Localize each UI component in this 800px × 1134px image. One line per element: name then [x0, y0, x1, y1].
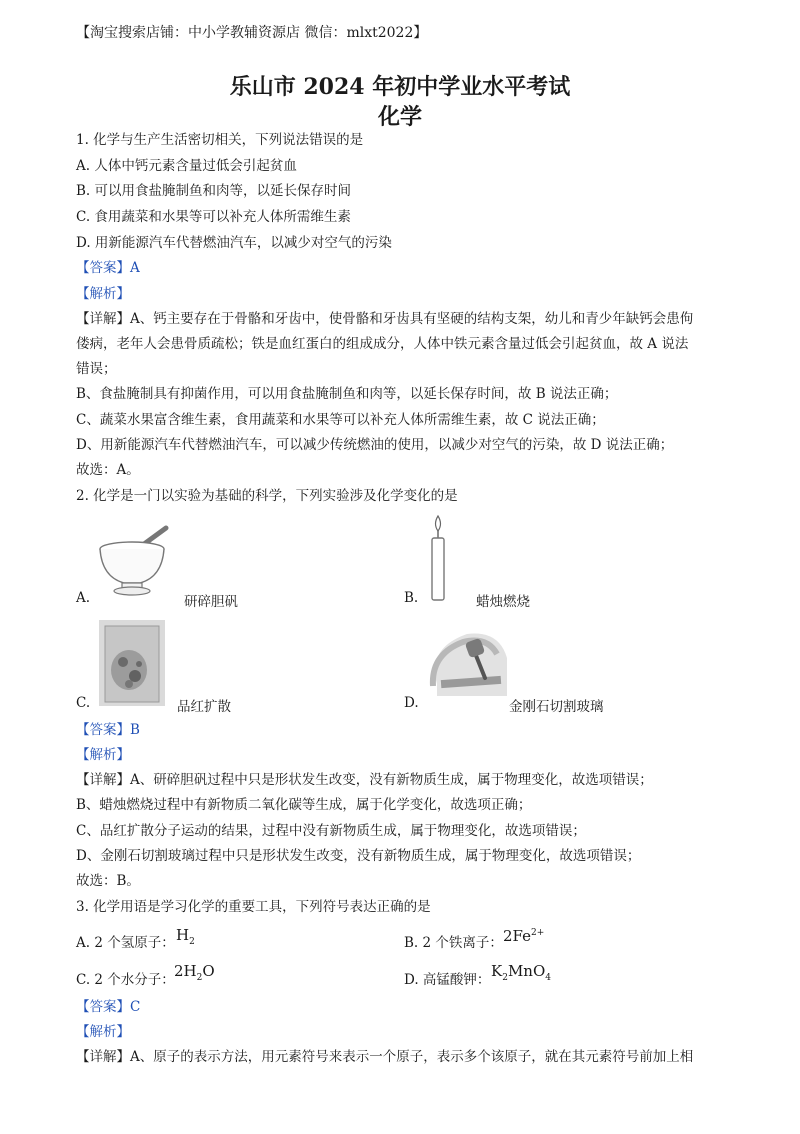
exam-title: 乐山市 2024 年初中学业水平考试	[229, 74, 571, 100]
q2-option-d-caption: 金刚石切割玻璃	[509, 699, 604, 715]
formula-main: 2H	[174, 962, 197, 980]
q1-choose: 故选：A。	[76, 462, 140, 478]
q2-option-a-caption: 研碎胆矾	[184, 594, 238, 610]
mortar-pestle-image	[96, 525, 172, 597]
q1-analysis: 【解析】	[76, 286, 130, 302]
q1-detail-line-3: 错误；	[76, 361, 117, 377]
q2-detail-a: 【详解】A、研碎胆矾过程中只是形状发生改变，没有新物质生成，属于物理变化，故选项错误；	[76, 772, 653, 788]
q3-option-d-text: D. 高锰酸钾：	[404, 972, 491, 988]
q3-stem: 3. 化学用语是学习化学的重要工具，下列符号表达正确的是	[76, 899, 431, 915]
q3-option-b	[404, 934, 503, 952]
q2-option-b-label: B.	[404, 590, 419, 606]
q1-option-b: B. 可以用食盐腌制鱼和肉等，以延长保存时间	[76, 183, 352, 199]
q3-option-a-text: A. 2 个氢原子：	[76, 935, 175, 951]
q3-option-d-formula	[491, 962, 551, 983]
formula-subscript: 2	[189, 937, 195, 947]
formula-subscript: 4	[545, 973, 552, 983]
q1-detail-c: C、蔬菜水果富含维生素，食用蔬菜和水果等可以补充人体所需维生素，故 C 说法正确；	[76, 412, 605, 428]
q3-option-a	[76, 934, 175, 952]
q2-option-a-label: A.	[76, 590, 91, 606]
q3-answer: 【答案】C	[76, 999, 141, 1015]
q1-answer: 【答案】A	[76, 260, 140, 276]
q2-stem: 2. 化学是一门以实验为基础的科学，下列实验涉及化学变化的是	[76, 488, 458, 504]
q2-analysis: 【解析】	[76, 747, 130, 763]
exam-subject: 化学	[377, 104, 422, 130]
formula-main: 2Fe	[503, 927, 532, 945]
q1-option-a: A. 人体中钙元素含量过低会引起贫血	[76, 158, 297, 174]
q2-detail-c: C、品红扩散分子运动的结果，过程中没有新物质生成，属于物理变化，故选项错误；	[76, 823, 586, 839]
formula-main: K	[491, 962, 503, 980]
store-ad-banner: 【淘宝搜索店铺：中小学教辅资源店 微信：mlxt2022】	[76, 25, 428, 41]
q2-answer: 【答案】B	[76, 722, 140, 738]
diamond-cutter-image	[427, 628, 507, 696]
q1-detail-d: D、用新能源汽车代替燃油汽车，可以减少传统燃油的使用，以减少对空气的污染，故 D 说法正确；	[76, 437, 674, 453]
q3-option-c-text: C. 2 个水分子：	[76, 972, 175, 988]
q3-detail-a: 【详解】A、原子的表示方法，用元素符号来表示一个原子，表示多个该原子，就在其元素符号前加上相	[76, 1049, 694, 1065]
q3-option-d	[404, 971, 490, 989]
q3-option-c	[76, 971, 175, 989]
q2-detail-d: D、金刚石切割玻璃过程中只是形状发生改变，没有新物质生成，属于物理变化，故选项错误；	[76, 848, 641, 864]
formula-subscript: 2	[502, 973, 508, 983]
q2-detail-b: B、蜡烛燃烧过程中有新物质二氧化碳等生成，属于化学变化，故选项正确；	[76, 797, 532, 813]
q1-stem: 1. 化学与生产生活密切相关，下列说法错误的是	[76, 132, 364, 148]
q3-option-b-formula	[503, 927, 544, 945]
formula-superscript: 2+	[531, 928, 545, 938]
q2-option-b-caption: 蜡烛燃烧	[476, 594, 530, 610]
formula-main: MnO	[507, 962, 546, 980]
q3-option-b-text: B. 2 个铁离子：	[404, 935, 503, 951]
formula-subscript: 2	[196, 973, 203, 983]
q3-option-a-formula	[176, 926, 195, 947]
formula-main: O	[202, 962, 215, 980]
q1-option-d: D. 用新能源汽车代替燃油汽车，以减少对空气的污染	[76, 235, 392, 251]
q2-option-c-label: C.	[76, 695, 91, 711]
beaker-diffusion-image	[99, 620, 165, 706]
q1-option-c: C. 食用蔬菜和水果等可以补充人体所需维生素	[76, 209, 351, 225]
candle-image	[425, 514, 451, 604]
q3-analysis: 【解析】	[76, 1024, 130, 1040]
q1-detail-b: B、食盐腌制具有抑菌作用，可以用食盐腌制鱼和肉等，以延长保存时间，故 B 说法正确；	[76, 386, 618, 402]
formula-main: H	[176, 926, 190, 944]
q2-option-d-label: D.	[404, 695, 419, 711]
q1-detail-line-1: 【详解】A、钙主要存在于骨骼和牙齿中，使骨骼和牙齿具有坚硬的结构支架，幼儿和青少年缺钙会患佝	[76, 311, 694, 327]
q2-choose: 故选：B。	[76, 873, 140, 889]
q3-option-c-formula	[174, 962, 215, 983]
q2-option-c-caption: 品红扩散	[177, 699, 231, 715]
q1-detail-line-2: 偻病，老年人会患骨质疏松；铁是血红蛋白的组成成分，人体中铁元素含量过低会引起贫血，故 A 说法	[76, 336, 689, 352]
